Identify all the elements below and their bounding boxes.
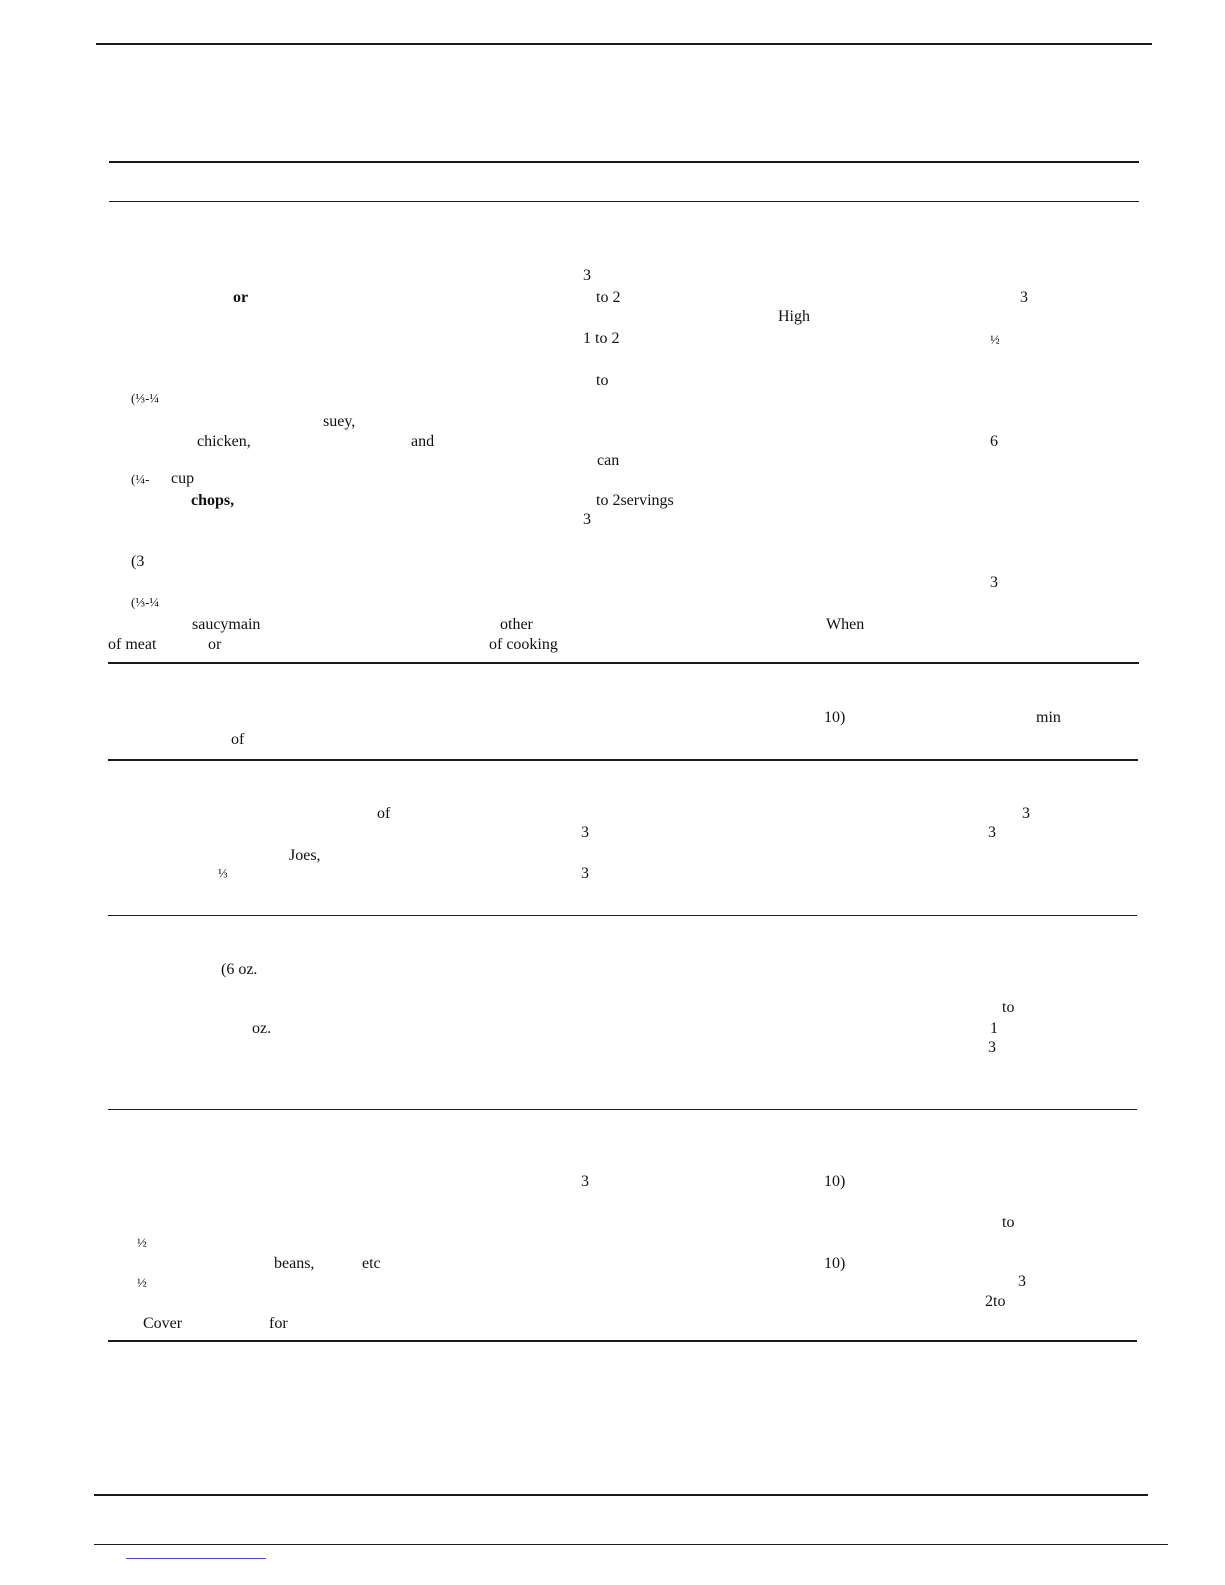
text-fragment: High [778, 308, 810, 325]
text-fragment: 1 [990, 1020, 998, 1037]
text-fragment: other [500, 616, 533, 633]
text-fragment: (⅓-¼ [131, 390, 160, 406]
text-fragment: ½ [990, 331, 1000, 347]
text-fragment: for [269, 1315, 288, 1332]
text-fragment: beans, [274, 1255, 315, 1272]
section-divider-2 [108, 759, 1138, 761]
text-fragment: etc [362, 1255, 381, 1272]
text-fragment: 3 [583, 267, 591, 284]
page-footer-rule [94, 1494, 1148, 1496]
text-fragment: of [231, 731, 245, 748]
text-fragment: to [1002, 999, 1015, 1016]
text-fragment: of [377, 805, 391, 822]
footer-link-underline [126, 1558, 266, 1559]
text-fragment: or [208, 636, 222, 653]
text-fragment: ⅓ [218, 865, 228, 881]
text-fragment: 3 [581, 824, 589, 841]
text-fragment: 6 [990, 433, 998, 450]
text-fragment: chops, [191, 492, 235, 509]
text-fragment: (3 [131, 553, 145, 570]
text-fragment: 3 [990, 574, 998, 591]
text-fragment: cup [171, 470, 195, 487]
text-fragment: can [597, 452, 620, 469]
text-fragment: to 2 [596, 289, 621, 306]
text-fragment: ½ [137, 1234, 147, 1250]
text-fragment: 3 [1018, 1273, 1026, 1290]
table-header-top-rule [109, 161, 1139, 163]
text-fragment: 1 to 2 [583, 330, 620, 347]
text-fragment: to 2servings [596, 492, 674, 509]
text-fragment: 3 [988, 1039, 996, 1056]
text-fragment: of cooking [489, 636, 558, 653]
text-fragment: to [596, 372, 609, 389]
text-fragment: Joes, [289, 847, 321, 864]
text-fragment: (¼- [131, 471, 150, 487]
text-fragment: When [826, 616, 865, 633]
table-bottom-rule [108, 1340, 1137, 1342]
section-divider-3 [108, 915, 1137, 916]
text-fragment: Cover [143, 1315, 183, 1332]
text-fragment: 3 [581, 1173, 589, 1190]
text-fragment: ½ [137, 1274, 147, 1290]
text-fragment: 2to [985, 1293, 1006, 1310]
section-divider-1 [108, 662, 1139, 664]
text-fragment: suey, [323, 413, 356, 430]
text-fragment: 3 [581, 865, 589, 882]
text-fragment: chicken, [197, 433, 251, 450]
text-fragment: 10) [824, 709, 846, 726]
text-fragment: or [233, 289, 249, 306]
text-fragment: (6 oz. [221, 961, 258, 978]
text-fragment: and [411, 433, 435, 450]
section-divider-4 [108, 1109, 1137, 1110]
table-header-bottom-rule [109, 201, 1139, 202]
text-fragment: 10) [824, 1255, 846, 1272]
text-fragment: 3 [988, 824, 996, 841]
text-fragment: saucymain [192, 616, 261, 633]
text-fragment: of meat [108, 636, 157, 653]
text-fragment: 3 [1020, 289, 1028, 306]
page-bottom-rule [94, 1544, 1168, 1545]
text-fragment: 10) [824, 1173, 846, 1190]
text-fragment: 3 [583, 511, 591, 528]
text-fragment: min [1036, 709, 1061, 726]
page-top-rule [96, 43, 1152, 45]
text-fragment: (⅓-¼ [131, 594, 160, 610]
text-fragment: 3 [1022, 805, 1030, 822]
text-fragment: oz. [252, 1020, 272, 1037]
text-fragment: to [1002, 1214, 1015, 1231]
